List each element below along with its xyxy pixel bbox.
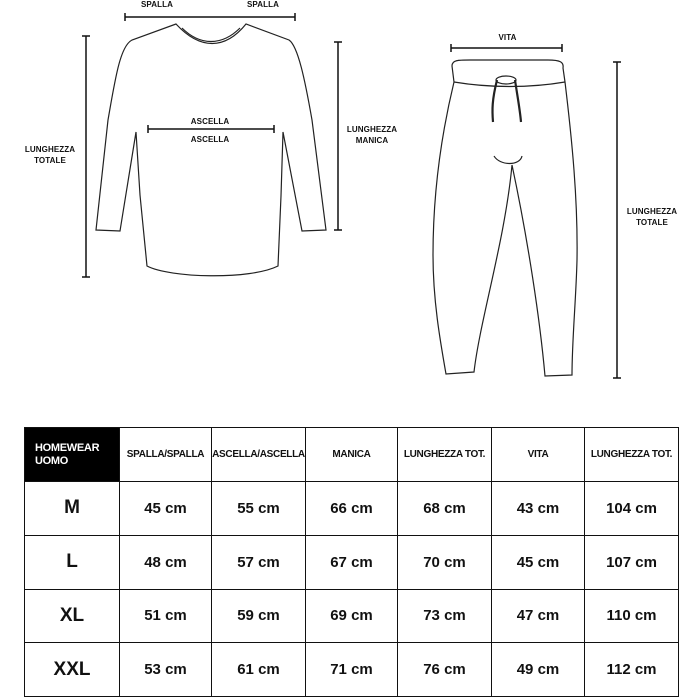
size-cell: XXL bbox=[25, 643, 120, 697]
corner-line-1: HOMEWEAR bbox=[35, 441, 100, 454]
table-row bbox=[25, 482, 679, 536]
table-cell: 68 cm bbox=[398, 482, 492, 536]
label-vita: VITA bbox=[498, 33, 517, 42]
size-cell: M bbox=[25, 482, 120, 536]
table-cell: 70 cm bbox=[398, 535, 492, 589]
column-header: SPALLA/SPALLA bbox=[120, 428, 212, 482]
label-lunghezza-manica-2: MANICA bbox=[355, 136, 389, 145]
shirt-icon bbox=[96, 24, 326, 276]
measurement-lines bbox=[82, 13, 621, 378]
table-cell: 107 cm bbox=[585, 535, 679, 589]
label-lunghezza-totale-pants-2: TOTALE bbox=[636, 218, 668, 227]
table-cell: 66 cm bbox=[306, 482, 398, 536]
label-lunghezza-totale-shirt-2: TOTALE bbox=[34, 156, 66, 165]
table-cell: 61 cm bbox=[212, 643, 306, 697]
table-cell: 45 cm bbox=[120, 482, 212, 536]
label-lunghezza-totale-pants-1: LUNGHEZZA bbox=[626, 207, 678, 216]
table-cell: 71 cm bbox=[306, 643, 398, 697]
table-header-row bbox=[25, 428, 679, 482]
table-cell: 67 cm bbox=[306, 535, 398, 589]
table-cell: 104 cm bbox=[585, 482, 679, 536]
table-cell: 73 cm bbox=[398, 589, 492, 643]
table-cell: 57 cm bbox=[212, 535, 306, 589]
table-cell: 55 cm bbox=[212, 482, 306, 536]
table-cell: 112 cm bbox=[585, 643, 679, 697]
table-row bbox=[25, 535, 679, 589]
table-row bbox=[25, 589, 679, 643]
column-header: VITA bbox=[492, 428, 585, 482]
pants-icon bbox=[433, 60, 577, 376]
table-cell: 48 cm bbox=[120, 535, 212, 589]
table-cell: 59 cm bbox=[212, 589, 306, 643]
table-cell: 43 cm bbox=[492, 482, 585, 536]
label-spalla-left: SPALLA bbox=[140, 0, 173, 9]
column-header: ASCELLA/ASCELLA bbox=[212, 428, 306, 482]
label-ascella-bottom: ASCELLA bbox=[190, 135, 230, 144]
size-table bbox=[24, 427, 679, 697]
size-cell: L bbox=[25, 535, 120, 589]
table-cell: 49 cm bbox=[492, 643, 585, 697]
table-cell: 45 cm bbox=[492, 535, 585, 589]
corner-line-2: UOMO bbox=[35, 454, 69, 467]
table-cell: 69 cm bbox=[306, 589, 398, 643]
table-cell: 51 cm bbox=[120, 589, 212, 643]
table-cell: 47 cm bbox=[492, 589, 585, 643]
table-row bbox=[25, 643, 679, 697]
column-header: LUNGHEZZA TOT. bbox=[585, 428, 679, 482]
label-lunghezza-totale-shirt-1: LUNGHEZZA bbox=[24, 145, 76, 154]
column-header: MANICA bbox=[306, 428, 398, 482]
table-cell: 110 cm bbox=[585, 589, 679, 643]
label-ascella-top: ASCELLA bbox=[190, 117, 230, 126]
label-lunghezza-manica-1: LUNGHEZZA bbox=[346, 125, 398, 134]
table-corner-header bbox=[25, 428, 120, 482]
size-cell: XL bbox=[25, 589, 120, 643]
label-spalla-right: SPALLA bbox=[246, 0, 279, 9]
table-cell: 53 cm bbox=[120, 643, 212, 697]
column-header: LUNGHEZZA TOT. bbox=[398, 428, 492, 482]
table-cell: 76 cm bbox=[398, 643, 492, 697]
